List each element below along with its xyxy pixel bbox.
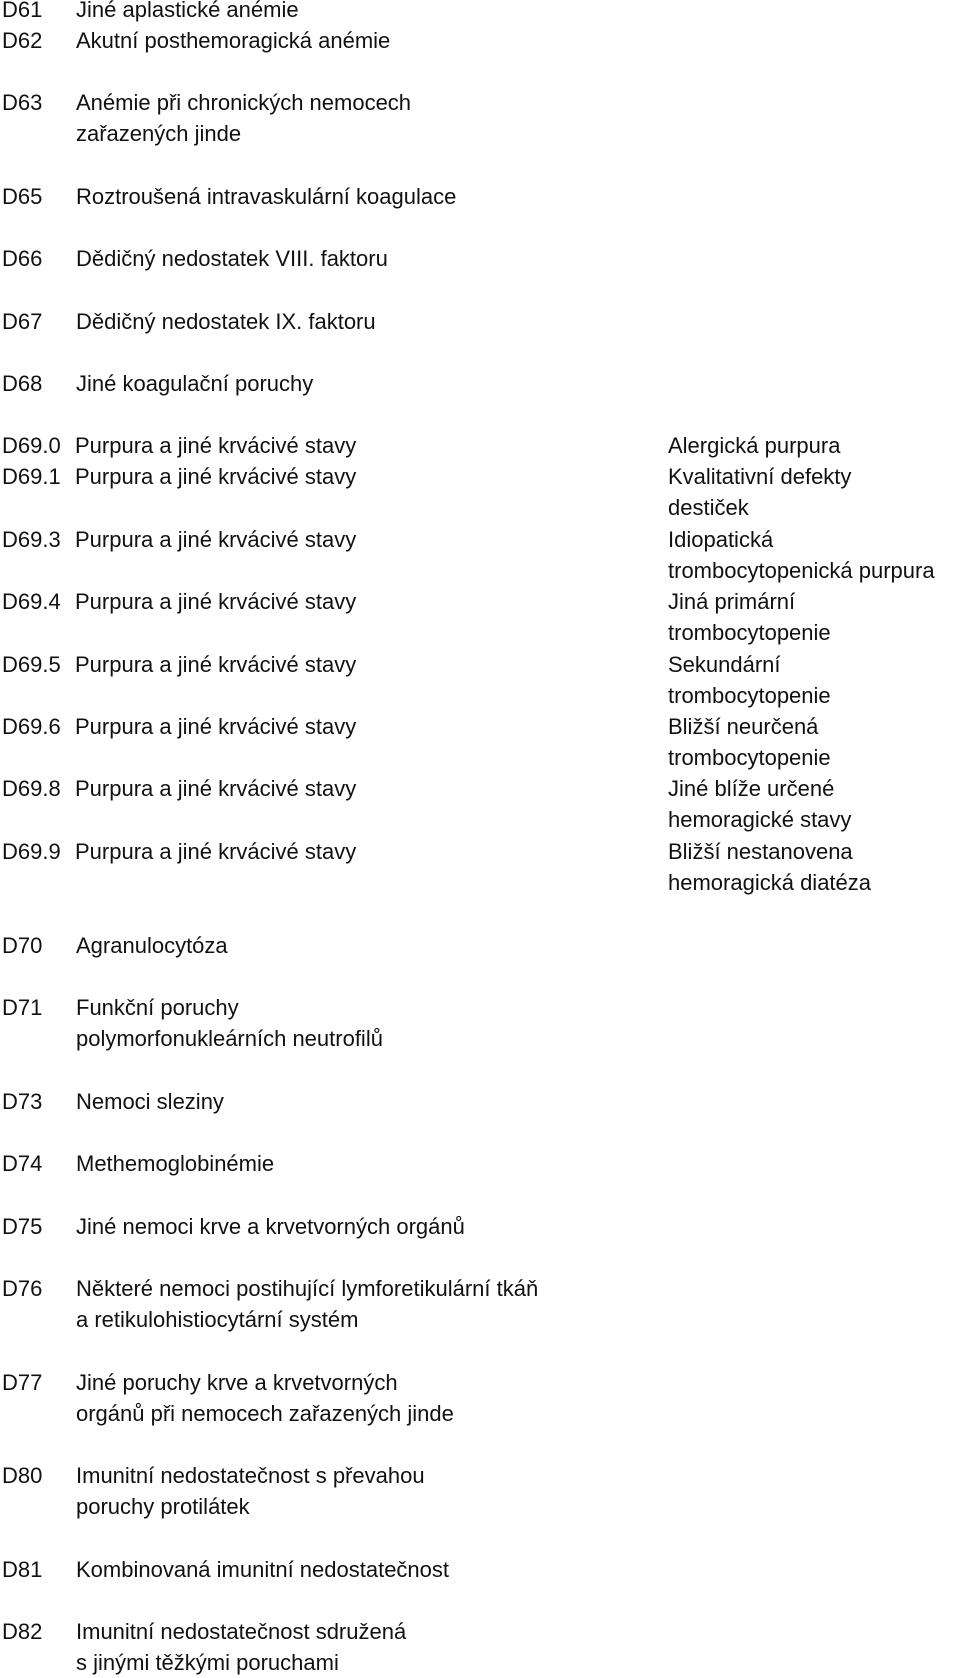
diagnosis-name: Funkční poruchy polymorfonukleárních neutrofilů — [76, 995, 383, 1051]
diagnosis-name: Jiné nemoci krve a krvetvorných orgánů — [76, 1214, 465, 1239]
diagnosis-name: Purpura a jiné krvácivé stavy — [75, 433, 357, 458]
diagnosis-detail: Jiná primární trombocytopenie — [668, 589, 831, 645]
diagnosis-code: D68 — [2, 371, 43, 396]
diagnosis-name: Purpura a jiné krvácivé stavy — [75, 527, 357, 552]
diagnosis-name: Purpura a jiné krvácivé stavy — [75, 652, 357, 677]
diagnosis-code: D65 — [2, 184, 43, 209]
diagnosis-name: Purpura a jiné krvácivé stavy — [75, 839, 357, 864]
diagnosis-code: D69.3 — [2, 527, 61, 552]
diagnosis-detail: Alergická purpura — [668, 433, 841, 458]
diagnosis-name: Nemoci sleziny — [76, 1089, 224, 1114]
diagnosis-code: D69.8 — [2, 776, 61, 801]
diagnosis-name: Dědičný nedostatek VIII. faktoru — [76, 246, 388, 271]
diagnosis-name: Dědičný nedostatek IX. faktoru — [76, 309, 376, 334]
diagnosis-name: Akutní posthemoragická anémie — [76, 28, 391, 53]
diagnosis-detail: Idiopatická trombocytopenická purpura — [668, 527, 935, 583]
diagnosis-code: D69.9 — [2, 839, 61, 864]
diagnosis-code: D62 — [2, 28, 43, 53]
diagnosis-name: Imunitní nedostatečnost s převahou poruchy protilátek — [76, 1463, 425, 1519]
diagnosis-code: D82 — [2, 1619, 43, 1644]
diagnosis-name: Kombinovaná imunitní nedostatečnost — [76, 1557, 450, 1582]
diagnosis-code: D69.1 — [2, 464, 61, 489]
diagnosis-code: D70 — [2, 933, 43, 958]
diagnosis-name: Purpura a jiné krvácivé stavy — [75, 589, 357, 614]
diagnosis-name: Anémie při chronických nemocech zařazených jinde — [76, 90, 412, 146]
diagnosis-code: D74 — [2, 1151, 43, 1176]
diagnosis-code: D69.6 — [2, 714, 61, 739]
diagnosis-code: D81 — [2, 1557, 43, 1582]
diagnosis-name: Jiné poruchy krve a krvetvorných orgánů při nemocech zařazených jinde — [76, 1370, 454, 1426]
diagnosis-code: D71 — [2, 995, 43, 1020]
diagnosis-code: D61 — [2, 0, 43, 22]
diagnosis-code: D69.0 — [2, 433, 61, 458]
diagnosis-code: D67 — [2, 309, 43, 334]
diagnosis-code: D69.4 — [2, 589, 61, 614]
diagnosis-name: Methemoglobinémie — [76, 1151, 275, 1176]
diagnosis-name: Purpura a jiné krvácivé stavy — [75, 464, 357, 489]
diagnosis-detail: Kvalitativní defekty destiček — [668, 464, 852, 520]
diagnosis-name: Agranulocytóza — [76, 933, 228, 958]
diagnosis-code: D75 — [2, 1214, 43, 1239]
diagnosis-code: D63 — [2, 90, 43, 115]
diagnosis-detail: Bližší neurčená trombocytopenie — [668, 714, 831, 770]
diagnosis-code: D66 — [2, 246, 43, 271]
diagnosis-name: Purpura a jiné krvácivé stavy — [75, 776, 357, 801]
diagnosis-code: D69.5 — [2, 652, 61, 677]
diagnosis-code: D76 — [2, 1276, 43, 1301]
diagnosis-name: Roztroušená intravaskulární koagulace — [76, 184, 457, 209]
diagnosis-code: D80 — [2, 1463, 43, 1488]
diagnosis-name: Některé nemoci postihující lymforetikulární tkáň a retikulohistiocytární systém — [76, 1276, 539, 1332]
diagnosis-detail: Bližší nestanovena hemoragická diatéza — [668, 839, 872, 895]
diagnosis-code: D73 — [2, 1089, 43, 1114]
diagnosis-name: Jiné koagulační poruchy — [76, 371, 314, 396]
diagnosis-code: D77 — [2, 1370, 43, 1395]
diagnosis-name: Imunitní nedostatečnost sdružená s jinými těžkými poruchami — [76, 1619, 407, 1675]
diagnosis-name: Jiné aplastické anémie — [76, 0, 299, 22]
diagnosis-detail: Sekundární trombocytopenie — [668, 652, 831, 708]
diagnosis-name: Purpura a jiné krvácivé stavy — [75, 714, 357, 739]
diagnosis-detail: Jiné blíže určené hemoragické stavy — [668, 776, 852, 832]
